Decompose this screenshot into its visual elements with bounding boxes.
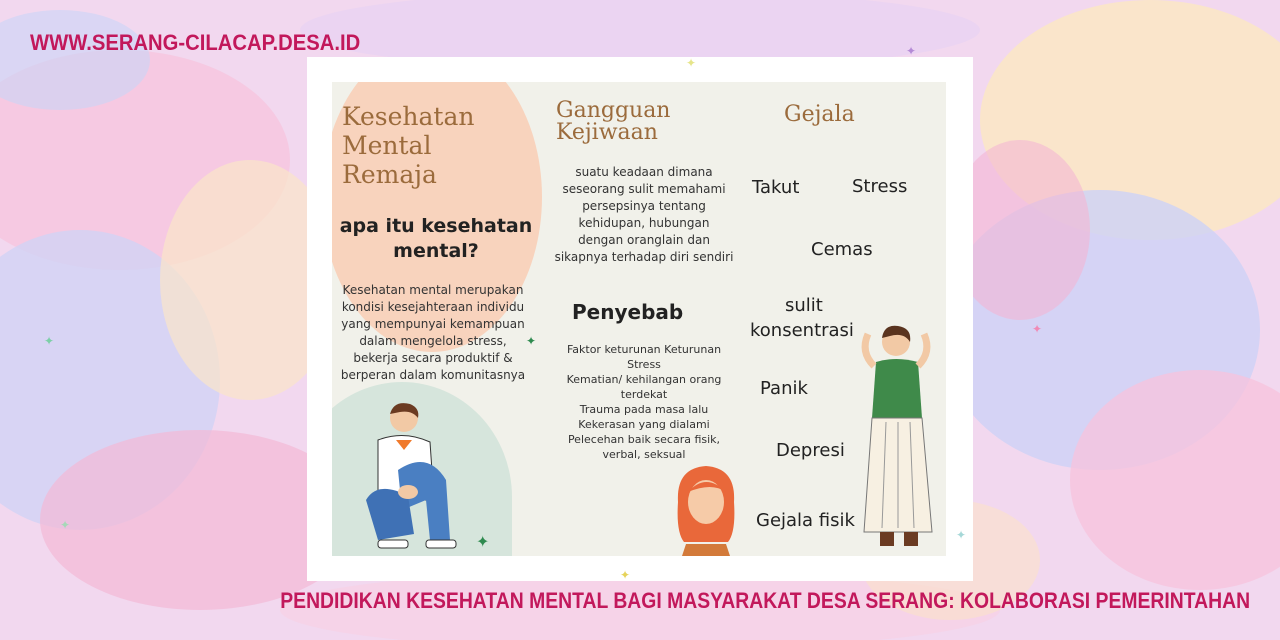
- penyebab-title: Penyebab: [572, 300, 684, 324]
- sparkle-icon: ✦: [686, 56, 697, 70]
- sparkle-icon: ✦: [1032, 322, 1043, 336]
- standing-woman-illustration: [846, 322, 942, 556]
- symptom-depresi: Depresi: [776, 440, 845, 461]
- definition-text: Kesehatan mental merupakan kondisi kesejahteraan individu yang mempunyai kemampuan dalam mengelola stress, bekerja secara produktif & berperan dalam komunitasnya: [340, 283, 526, 382]
- symptom-konsentrasi: konsentrasi: [750, 320, 854, 341]
- symptom-cemas: Cemas: [811, 239, 873, 260]
- article-headline[interactable]: PENDIDIKAN KESEHATAN MENTAL BAGI MASYARAKAT DESA SERANG: KOLABORASI PEMERINTAHAN: [280, 588, 1250, 613]
- gangguan-title: Gangguan Kejiwaan: [556, 98, 671, 145]
- site-url[interactable]: WWW.SERANG-CILACAP.DESA.ID: [30, 30, 361, 55]
- list-item: Stress: [627, 358, 661, 371]
- symptom-takut: Takut: [752, 177, 800, 198]
- question-heading: apa itu kesehatan mental?: [339, 215, 533, 262]
- sparkle-icon: ✦: [476, 532, 490, 551]
- sparkle-icon: ✦: [956, 528, 967, 542]
- sparkle-icon: ✦: [60, 518, 71, 532]
- infographic-title: Kesehatan Mental Remaja: [342, 102, 475, 189]
- penyebab-list: [544, 342, 744, 462]
- gejala-title: Gejala: [784, 102, 855, 127]
- sitting-boy-illustration: [338, 400, 468, 556]
- girl-illustration: [672, 462, 742, 556]
- list-item: Faktor keturunan Keturunan: [566, 343, 722, 356]
- sparkle-icon: ✦: [44, 334, 55, 348]
- infographic: [332, 82, 946, 556]
- list-item: verbal, seksual: [602, 448, 686, 461]
- sparkle-icon: ✦: [906, 44, 917, 58]
- list-item: Trauma pada masa lalu: [579, 403, 709, 416]
- list-item: terdekat: [620, 388, 668, 401]
- symptom-gejala-fisik: Gejala fisik: [756, 510, 855, 531]
- list-item: Kekerasan yang dialami: [578, 418, 710, 431]
- list-item: Pelecehan baik secara fisik,: [567, 433, 721, 446]
- gangguan-description: suatu keadaan dimana seseorang sulit memahami persepsinya tentang kehidupan, hubungan dengan oranglain dan sikapnya terhadap diri sendiri: [554, 165, 734, 264]
- symptom-stress: Stress: [852, 176, 908, 197]
- sparkle-icon: ✦: [526, 334, 537, 348]
- symptom-panik: Panik: [760, 378, 808, 399]
- symptom-sulit: sulit: [785, 295, 823, 316]
- sparkle-icon: ✦: [620, 568, 631, 582]
- list-item: Kematian/ kehilangan orang: [566, 373, 722, 386]
